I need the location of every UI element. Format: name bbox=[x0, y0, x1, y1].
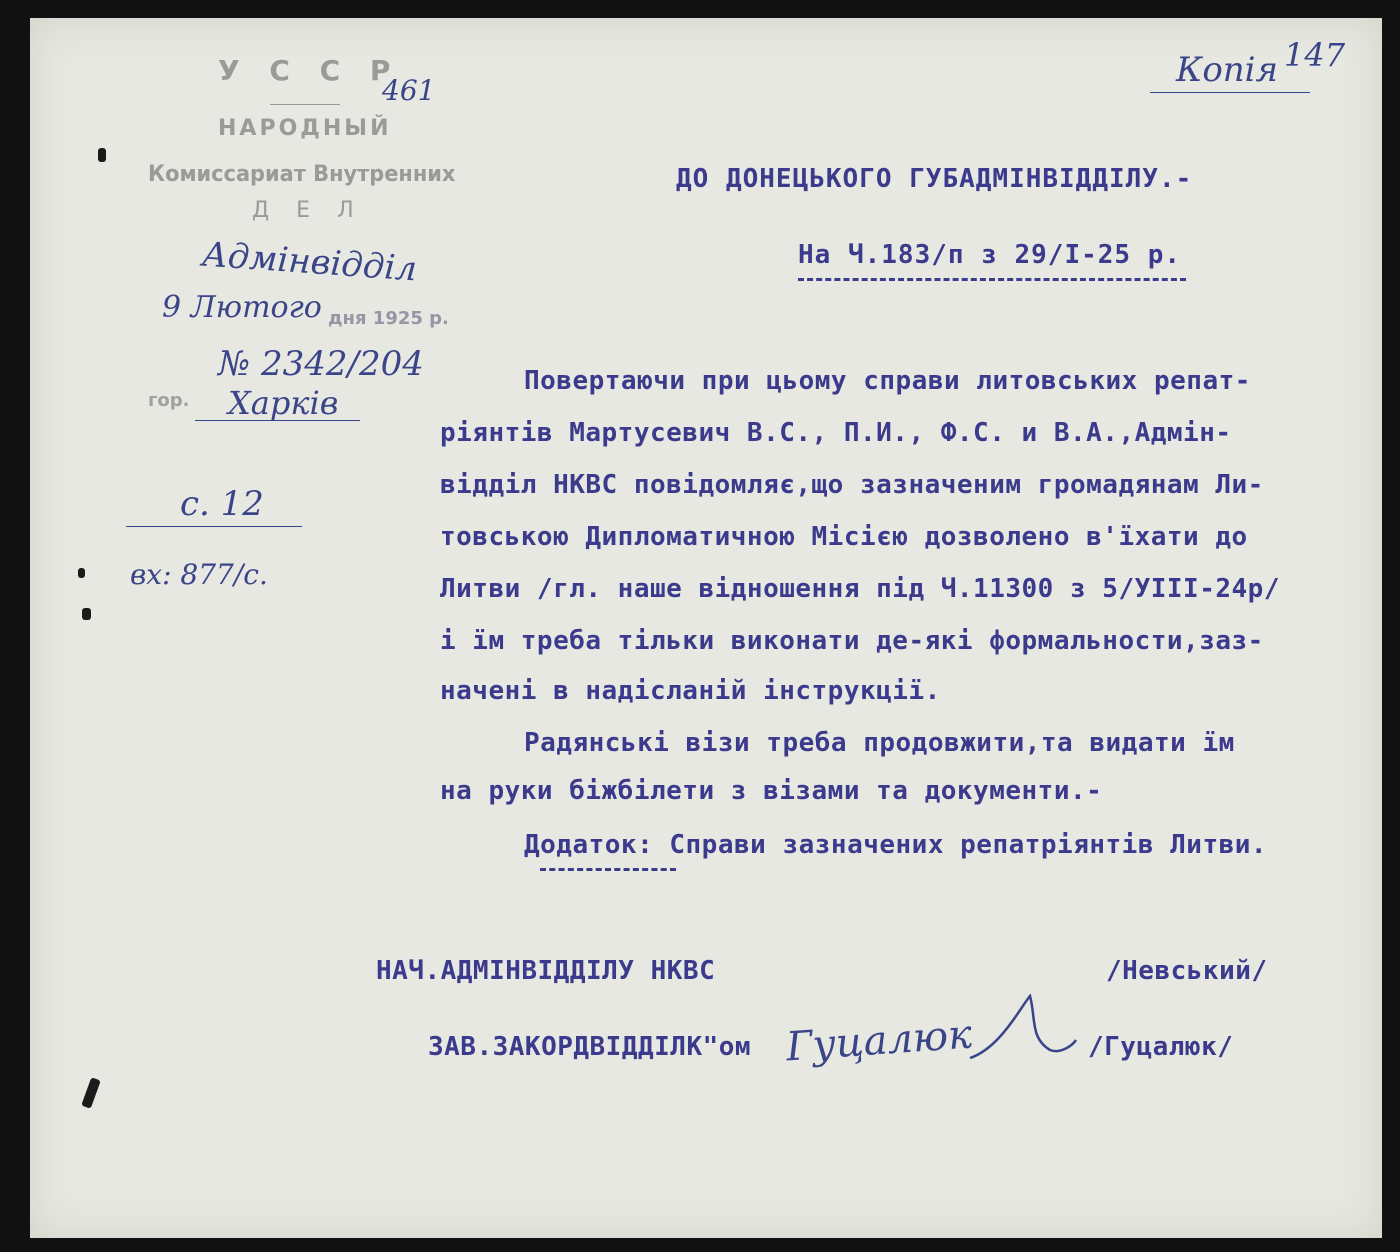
body-line: Радянські візи треба продовжити,та видати їм bbox=[524, 728, 1235, 758]
registration-number: № 2342/204 bbox=[218, 344, 424, 384]
recipient-heading: ДО ДОНЕЦЬКОГО ГУБАДМІНВІДДІЛУ.- bbox=[676, 164, 1193, 194]
punch-hole bbox=[82, 608, 91, 620]
stamp-year: дня 1925 р. bbox=[328, 308, 449, 329]
body-line: начені в надісланій інструкції. bbox=[440, 676, 941, 706]
stamp-line: У С С Р bbox=[218, 54, 401, 87]
body-line: і їм треба тільки виконати де-які формальности,заз- bbox=[440, 626, 1264, 656]
body-line: ріянтів Мартусевич В.С., П.И., Ф.С. и В.А.,Адмін- bbox=[440, 418, 1232, 448]
stamp-number: 461 bbox=[382, 74, 436, 107]
stamp-line: Комиссариат Внутренних bbox=[148, 162, 456, 187]
stamp-rule bbox=[270, 104, 340, 105]
punch-hole bbox=[78, 568, 85, 578]
page-underline bbox=[126, 526, 302, 527]
stamp-line: Д Е Л bbox=[252, 198, 364, 223]
head-title: ЗАВ.ЗАКОРДВІДДІЛК"ом bbox=[428, 1032, 752, 1062]
copy-label: Копія bbox=[1176, 50, 1279, 90]
copy-underline bbox=[1150, 92, 1310, 93]
body-line: товською Дипломатичною Місією дозволено в'їхати до bbox=[440, 522, 1248, 552]
signature-flourish bbox=[960, 988, 1080, 1068]
copy-number: 147 bbox=[1284, 36, 1346, 74]
reference-underline bbox=[798, 278, 1186, 281]
chief-name: /Невський/ bbox=[1106, 956, 1268, 986]
body-line: на руки біжбілети з візами та документи.- bbox=[440, 776, 1103, 806]
department-name: Адмінвідділ bbox=[200, 234, 419, 290]
body-line: відділ НКВС повідомляє,що зазначеним громадянам Ли- bbox=[440, 470, 1264, 500]
body-line: Повертаючи при цьому справи литовських репат- bbox=[524, 366, 1251, 396]
incoming-number: вх: 877/с. bbox=[130, 558, 268, 591]
head-name: /Гуцалюк/ bbox=[1088, 1032, 1234, 1062]
attachment-line: Додаток: Справи зазначених репатріянтів Литви. bbox=[524, 830, 1268, 860]
body-line: Литви /гл. наше відношення під Ч.11300 з 5/УІІІ-24р/ bbox=[440, 574, 1280, 604]
city-underline bbox=[195, 420, 360, 421]
stamp-date: 9 Лютого bbox=[162, 290, 322, 325]
chief-title: НАЧ.АДМІНВІДДІЛУ НКВС bbox=[376, 956, 716, 986]
punch-hole bbox=[81, 1077, 101, 1109]
stamp-line: НАРОДНЫЙ bbox=[218, 116, 392, 141]
document-sheet bbox=[30, 18, 1382, 1238]
reference-line: На Ч.183/п з 29/І-25 р. bbox=[798, 240, 1182, 270]
page-number: с. 12 bbox=[180, 484, 264, 524]
city-prefix: гор. bbox=[148, 390, 190, 411]
punch-hole bbox=[98, 148, 106, 162]
city-name: Харків bbox=[228, 384, 339, 422]
attachment-underline bbox=[540, 868, 676, 871]
handwritten-signature: Гуцалюк bbox=[784, 1011, 974, 1071]
